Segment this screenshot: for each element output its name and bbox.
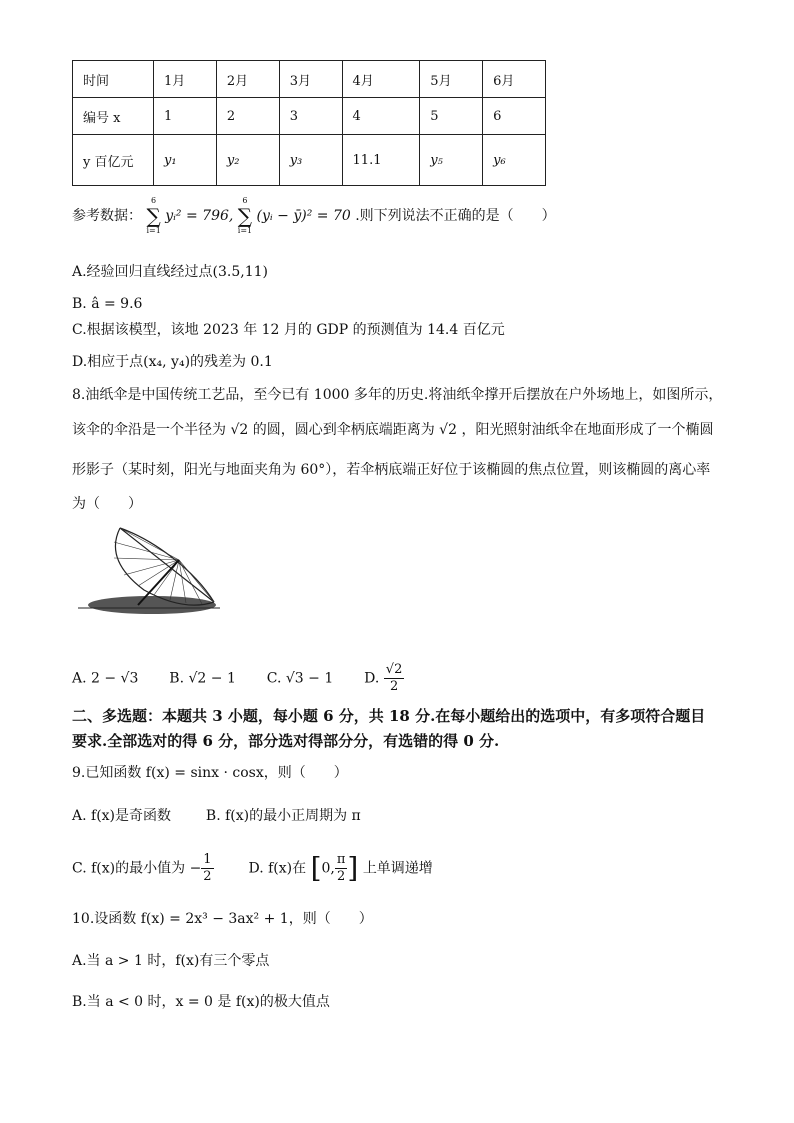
- q9-option-d-post: 上单调递增: [362, 860, 433, 877]
- q10-stem: 10.设函数 f(x) = 2x³ − 3ax² + 1，则（ ）: [72, 911, 373, 927]
- reference-suffix: .则下列说法不正确的是（ ）: [355, 208, 556, 224]
- umbrella-canopy: [120, 528, 214, 602]
- table-cell: 2: [216, 98, 279, 135]
- q9-option-d-pre: D. f(x)在: [248, 860, 307, 877]
- umbrella-rim: [115, 528, 214, 605]
- q8-option-c: C. √3 − 1: [266, 670, 334, 687]
- q8-option-d-fraction: [384, 662, 405, 695]
- q7-option-b: B. â = 9.6: [72, 296, 143, 312]
- table-row-index: [73, 98, 546, 135]
- table-cell: 4月: [342, 61, 420, 98]
- table-cell: 4: [342, 98, 420, 135]
- sum-symbol: 6 ∑ i=1: [146, 196, 161, 235]
- fraction-numerator: 1: [203, 852, 212, 867]
- q8-stem-line2: 该伞的伞沿是一个半径为 √2 的圆，圆心到伞柄底端距离为 √2 ，阳光照射油纸伞在地面形成了一个椭圆: [72, 422, 714, 438]
- sum-upper: 6: [242, 196, 248, 205]
- q8-stem-line4: 为（ ）: [72, 496, 142, 512]
- table-cell: 2月: [216, 61, 279, 98]
- q9-option-d-pi-fraction: [335, 852, 348, 885]
- q9-stem: 9.已知函数 f(x) = sinx · cosx，则（ ）: [72, 765, 348, 781]
- q10-option-a: A.当 a > 1 时，f(x)有三个零点: [72, 953, 270, 969]
- table-cell: 时间: [73, 61, 154, 98]
- q9-option-c-fraction: [201, 852, 213, 885]
- table-cell: 6月: [483, 61, 546, 98]
- table-cell: y₆: [483, 135, 546, 186]
- q10-option-b: B.当 a < 0 时，x = 0 是 f(x)的极大值点: [72, 994, 330, 1010]
- q8-options: [72, 662, 404, 695]
- table-row-value: [73, 135, 546, 186]
- interval-left-bracket: [: [310, 851, 322, 885]
- table-cell: 5: [420, 98, 483, 135]
- reference-prefix: 参考数据：: [72, 208, 142, 224]
- sum-upper: 6: [151, 196, 157, 205]
- sum-expression-2: (yᵢ − ȳ)² = 70: [256, 208, 351, 224]
- table-cell: y₂: [216, 135, 279, 186]
- fraction-numerator: √2: [385, 662, 403, 677]
- umbrella-ribs: [114, 528, 214, 604]
- q8-option-b: B. √2 − 1: [169, 670, 236, 687]
- table-cell: y₅: [420, 135, 483, 186]
- sum-lower: i=1: [146, 226, 161, 235]
- section-2-heading-line2: 要求.全部选对的得 6 分，部分选对得部分分，有选错的得 0 分.: [72, 732, 500, 750]
- table-cell: 1: [154, 98, 217, 135]
- table-cell: 5月: [420, 61, 483, 98]
- section-2-heading-line1: 二、多选题：本题共 3 小题，每小题 6 分，共 18 分.在每小题给出的选项中，有多项符合题目: [72, 707, 706, 725]
- interval-right-bracket: ]: [347, 851, 359, 885]
- fraction-denominator: 2: [389, 679, 399, 694]
- table-cell: 11.1: [342, 135, 420, 186]
- table-cell: y₃: [279, 135, 342, 186]
- table-cell: 1月: [154, 61, 217, 98]
- q8-option-d-label: D.: [364, 670, 380, 687]
- q7-option-a: A.经验回归直线经过点(3.5,11): [72, 264, 269, 280]
- sum-lower: i=1: [237, 226, 253, 235]
- table-cell: y 百亿元: [73, 135, 154, 186]
- fraction-denominator: 2: [203, 869, 212, 884]
- q7-option-d: D.相应于点(x₄, y₄)的残差为 0.1: [72, 354, 273, 370]
- q9-option-d-interval: 0,: [321, 860, 335, 877]
- q9-option-a: A. f(x)是奇函数: [72, 808, 172, 824]
- q8-stem-line1: 8.油纸伞是中国传统工艺品，至今已有 1000 多年的历史.将油纸伞撑开后摆放在户外场地上，如图所示，: [72, 387, 723, 403]
- q9-options-ab: [72, 806, 361, 826]
- reference-data-line: [72, 196, 556, 235]
- q9-option-b: B. f(x)的最小正周期为 π: [205, 808, 361, 824]
- q7-option-c: C.根据该模型，该地 2023 年 12 月的 GDP 的预测值为 14.4 百亿元: [72, 322, 505, 338]
- q8-stem-line3: 形影子（某时刻，阳光与地面夹角为 60°），若伞柄底端正好位于该椭圆的焦点位置，则该椭圆的离心率: [72, 462, 711, 478]
- q8-option-a: A. 2 − √3: [72, 670, 139, 687]
- umbrella-shadow-figure: [74, 520, 224, 620]
- fraction-denominator: 2: [337, 869, 346, 884]
- sum-symbol: 6 ∑ i=1: [237, 196, 253, 235]
- table-cell: y₁: [154, 135, 217, 186]
- table-cell: 3月: [279, 61, 342, 98]
- sum-expression-1: yᵢ² = 796,: [165, 208, 234, 224]
- table-cell: 6: [483, 98, 546, 135]
- q9-option-c-text: C. f(x)的最小值为 −: [72, 860, 202, 877]
- data-table: [72, 60, 546, 186]
- q9-options-cd: [72, 852, 433, 885]
- table-cell: 编号 x: [73, 98, 154, 135]
- table-cell: 3: [279, 98, 342, 135]
- table-row-month: [73, 61, 546, 98]
- fraction-numerator: π: [336, 852, 346, 867]
